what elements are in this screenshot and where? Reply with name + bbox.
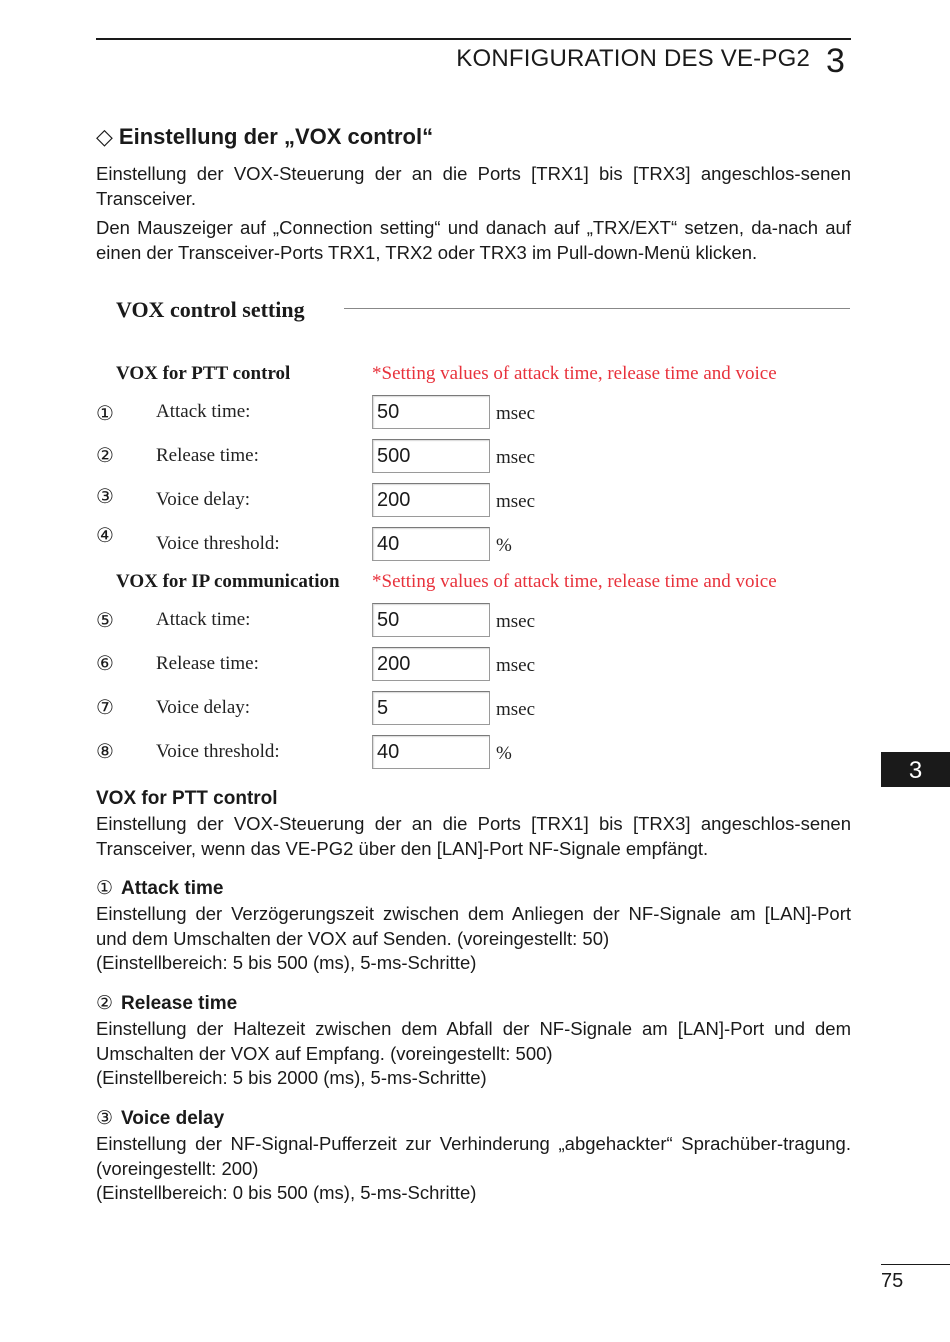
- ip-release-time-input[interactable]: 200: [372, 647, 490, 681]
- callout-1: ①: [96, 403, 114, 425]
- callout-6: ⑥: [96, 653, 114, 675]
- description-text: Einstellung der VOX-Steuerung der an die Ports [TRX1] bis [TRX3] angeschlos-senen Transceiver, wenn das VE-PG2 über den [LAN]-Port NF-Signale empfängt.: [96, 813, 851, 859]
- item-release-heading: [96, 992, 237, 1015]
- ptt-group-note: *Setting values of attack time, release time and voice: [372, 363, 777, 384]
- ptt-voice-threshold-unit: %: [496, 535, 512, 556]
- ip-release-unit: msec: [496, 655, 536, 676]
- item-release-number: ②: [96, 993, 114, 1014]
- ip-attack-label: Attack time:: [156, 609, 251, 630]
- callout-2: ②: [96, 445, 114, 467]
- ptt-release-unit: msec: [496, 447, 536, 468]
- item-attack-number: ①: [96, 878, 114, 899]
- footer-rule: [881, 1264, 950, 1265]
- ip-attack-unit: msec: [496, 611, 536, 632]
- section-heading-text: Einstellung der „VOX control“: [118, 124, 434, 149]
- ptt-voice-threshold-label: Voice threshold:: [156, 533, 280, 554]
- ptt-release-time-input[interactable]: 500: [372, 439, 490, 473]
- ip-group-title: VOX for IP communication: [116, 571, 340, 592]
- ptt-group-title: VOX for PTT control: [116, 363, 291, 384]
- intro-paragraph-2: Den Mauszeiger auf „Connection setting“ und danach auf „TRX/EXT“ setzen, da-nach auf einen der Transceiver-Ports TRX1, TRX2 oder TRX3 im Pull-down-Menü klicken.: [96, 217, 851, 263]
- chapter-number: 3: [826, 42, 845, 80]
- chapter-title: KONFIGURATION DES VE-PG2: [456, 45, 810, 72]
- item-voice-delay-text: Einstellung der NF-Signal-Pufferzeit zur Verhinderung „abgehackter“ Sprachüber-tragung. (voreingestellt: 200): [96, 1133, 851, 1179]
- item-release-text: Einstellung der Haltezeit zwischen dem Abfall der NF-Signale am [LAN]-Port und dem Umschalten der VOX auf Empfang. (voreingestellt: 500): [96, 1018, 851, 1064]
- item-release-range: (Einstellbereich: 5 bis 2000 (ms), 5-ms-Schritte): [96, 1067, 487, 1088]
- diamond-icon: ◇: [96, 124, 113, 149]
- item-voice-delay-range: (Einstellbereich: 0 bis 500 (ms), 5-ms-Schritte): [96, 1182, 477, 1203]
- ptt-voice-delay-label: Voice delay:: [156, 489, 251, 510]
- item-voice-delay-title: Voice delay: [121, 1108, 225, 1129]
- item-voice-delay-heading: [96, 1107, 224, 1130]
- header-rule: [96, 38, 851, 40]
- chapter-side-tab: 3: [881, 752, 950, 787]
- ptt-voice-delay-input[interactable]: 200: [372, 483, 490, 517]
- page-number: 75: [881, 1270, 904, 1292]
- ptt-attack-label: Attack time:: [156, 401, 251, 422]
- callout-4: ④: [96, 525, 114, 547]
- ip-voice-threshold-unit: %: [496, 743, 512, 764]
- description-heading: VOX for PTT control: [96, 788, 278, 809]
- ip-group-note: *Setting values of attack time, release time and voice: [372, 571, 777, 592]
- section-heading: [96, 124, 433, 150]
- ptt-voice-delay-unit: msec: [496, 491, 536, 512]
- intro-paragraph-1: Einstellung der VOX-Steuerung der an die Ports [TRX1] bis [TRX3] angeschlos-senen Transceiver.: [96, 163, 851, 209]
- ip-attack-time-input[interactable]: 50: [372, 603, 490, 637]
- ip-release-label: Release time:: [156, 653, 259, 674]
- panel-title: VOX control setting: [116, 297, 305, 322]
- item-attack-heading: [96, 877, 223, 900]
- item-attack-title: Attack time: [121, 878, 224, 899]
- callout-5: ⑤: [96, 610, 114, 632]
- ip-voice-threshold-input[interactable]: 40: [372, 735, 490, 769]
- ptt-attack-time-input[interactable]: 50: [372, 395, 490, 429]
- ip-voice-threshold-label: Voice threshold:: [156, 741, 280, 762]
- item-release-title: Release time: [121, 993, 238, 1014]
- callout-8: ⑧: [96, 741, 114, 763]
- ip-voice-delay-input[interactable]: 5: [372, 691, 490, 725]
- ip-voice-delay-unit: msec: [496, 699, 536, 720]
- item-voice-delay-number: ③: [96, 1108, 114, 1129]
- callout-7: ⑦: [96, 697, 114, 719]
- item-attack-range: (Einstellbereich: 5 bis 500 (ms), 5-ms-Schritte): [96, 952, 477, 973]
- panel-title-rule: [344, 308, 850, 309]
- ptt-voice-threshold-input[interactable]: 40: [372, 527, 490, 561]
- item-attack-text: Einstellung der Verzögerungszeit zwischen dem Anliegen der NF-Signale am [LAN]-Port und dem Umschalten der VOX auf Senden. (voreingestellt: 50): [96, 903, 851, 949]
- ip-voice-delay-label: Voice delay:: [156, 697, 251, 718]
- callout-3: ③: [96, 486, 114, 508]
- ptt-release-label: Release time:: [156, 445, 259, 466]
- ptt-attack-unit: msec: [496, 403, 536, 424]
